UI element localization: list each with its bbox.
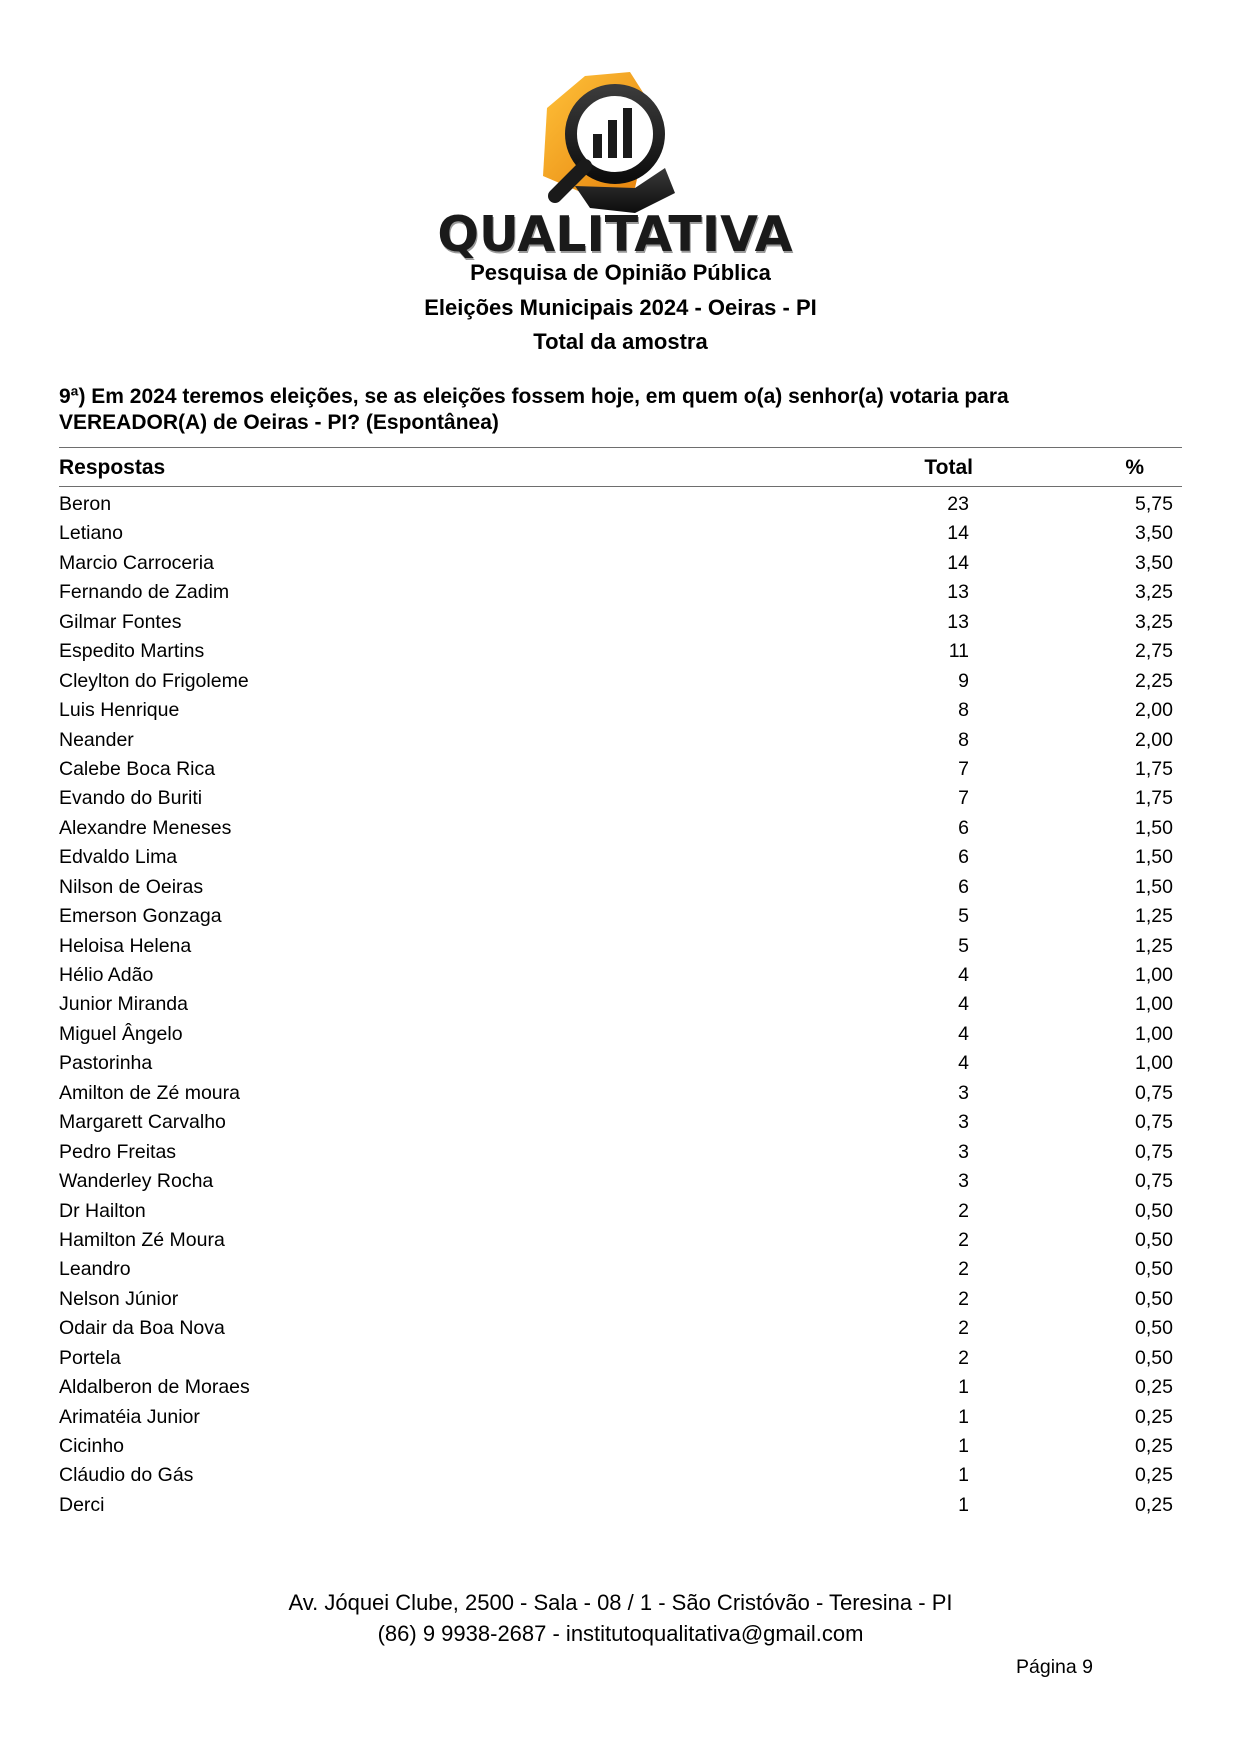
vote-percent: 0,75: [1135, 1081, 1173, 1104]
vote-total: 2: [958, 1317, 969, 1340]
vote-total: 2: [958, 1346, 969, 1369]
footer-contact: (86) 9 9938-2687 - institutoqualitativa@gmail.com: [377, 1621, 864, 1646]
vote-percent: 0,25: [1135, 1405, 1173, 1428]
candidate-name: Espedito Martins: [59, 640, 205, 663]
candidate-name: Fernando de Zadim: [59, 581, 230, 604]
vote-percent: 0,25: [1135, 1376, 1173, 1399]
vote-percent: 2,00: [1135, 699, 1173, 722]
vote-percent: 1,00: [1135, 993, 1173, 1016]
table-row: [59, 961, 1182, 990]
vote-total: 2: [958, 1258, 969, 1281]
question-line-1: 9ª) Em 2024 teremos eleições, se as eleições fossem hoje, em quem o(a) senhor(a) votaria para: [59, 385, 1009, 408]
vote-percent: 0,50: [1135, 1228, 1173, 1251]
vote-total: 23: [947, 493, 969, 515]
vote-total: 1: [958, 1493, 969, 1516]
vote-percent: 0,50: [1135, 1199, 1173, 1222]
vote-total: 2: [958, 1287, 969, 1310]
table-row: [59, 1314, 1182, 1343]
candidate-name: Nelson Júnior: [59, 1287, 179, 1310]
candidate-name: Odair da Boa Nova: [59, 1317, 225, 1340]
table-row: [59, 932, 1182, 961]
candidate-name: Cláudio do Gás: [59, 1464, 194, 1487]
candidate-name: Aldalberon de Moraes: [59, 1376, 250, 1399]
vote-total: 4: [958, 1022, 969, 1045]
vote-total: 1: [958, 1405, 969, 1428]
vote-percent: 1,00: [1135, 1022, 1173, 1045]
question-text: [59, 384, 1179, 436]
vote-percent: 1,25: [1135, 934, 1173, 957]
vote-percent: 0,50: [1135, 1258, 1173, 1281]
page-number: Página 9: [1016, 1656, 1093, 1678]
table-body: [59, 487, 1182, 1520]
report-title: Pesquisa de Opinião Pública: [470, 260, 771, 285]
vote-percent: 0,75: [1135, 1140, 1173, 1163]
table-row: [59, 1285, 1182, 1314]
vote-percent: 0,75: [1135, 1111, 1173, 1134]
vote-total: 5: [958, 934, 969, 957]
vote-percent: 2,25: [1135, 669, 1173, 692]
table-row: [59, 1108, 1182, 1137]
table-row: [59, 1167, 1182, 1196]
vote-total: 13: [947, 610, 969, 633]
vote-percent: 0,50: [1135, 1346, 1173, 1369]
table-row: [59, 1079, 1182, 1108]
table-row: [59, 1461, 1182, 1490]
candidate-name: Beron: [59, 493, 112, 515]
candidate-name: Pastorinha: [59, 1052, 153, 1075]
table-row: [59, 608, 1182, 637]
table-row: [59, 1197, 1182, 1226]
header-percent: %: [1125, 456, 1144, 479]
vote-percent: 0,25: [1135, 1435, 1173, 1457]
vote-percent: 2,75: [1135, 640, 1173, 663]
candidate-name: Hélio Adão: [59, 964, 154, 986]
report-subtitle: Eleições Municipais 2024 - Oeiras - PI: [424, 295, 817, 320]
table-row: [59, 637, 1182, 666]
vote-total: 7: [958, 787, 969, 810]
table-row: [59, 1049, 1182, 1078]
vote-total: 7: [958, 757, 969, 780]
vote-total: 6: [958, 816, 969, 839]
vote-total: 11: [948, 640, 969, 663]
vote-total: 9: [958, 669, 969, 692]
vote-percent: 1,75: [1135, 787, 1173, 810]
candidate-name: Emerson Gonzaga: [59, 905, 222, 928]
vote-total: 3: [958, 1170, 969, 1193]
candidate-name: Amilton de Zé moura: [59, 1081, 240, 1104]
vote-total: 3: [958, 1140, 969, 1163]
candidate-name: Arimatéia Junior: [59, 1405, 200, 1428]
vote-total: 5: [958, 905, 969, 928]
candidate-name: Evando do Buriti: [59, 787, 203, 810]
table-row: [59, 1491, 1182, 1520]
table-row: [59, 1373, 1182, 1402]
vote-total: 6: [958, 846, 969, 869]
vote-percent: 1,50: [1135, 846, 1173, 869]
vote-percent: 1,50: [1135, 875, 1173, 898]
results-table: [59, 447, 1182, 1520]
candidate-name: Cicinho: [59, 1435, 125, 1457]
candidate-name: Junior Miranda: [59, 993, 188, 1016]
table-row: [59, 784, 1182, 813]
table-row: [59, 814, 1182, 843]
header-total: Total: [924, 456, 973, 479]
vote-total: 13: [947, 581, 969, 604]
candidate-name: Leandro: [59, 1258, 131, 1281]
vote-percent: 2,00: [1135, 728, 1173, 751]
table-row: [59, 1138, 1182, 1167]
table-row: [59, 1226, 1182, 1255]
table-row: [59, 873, 1182, 902]
table-row: [59, 1255, 1182, 1284]
candidate-name: Gilmar Fontes: [59, 610, 182, 633]
table-row: [59, 490, 1182, 519]
table-row: [59, 1344, 1182, 1373]
candidate-name: Edvaldo Lima: [59, 846, 178, 869]
candidate-name: Calebe Boca Rica: [59, 757, 216, 780]
table-row: [59, 1020, 1182, 1049]
question-line-2: VEREADOR(A) de Oeiras - PI? (Espontânea): [59, 411, 499, 434]
vote-total: 14: [947, 522, 969, 545]
candidate-name: Luis Henrique: [59, 699, 180, 722]
table-row: [59, 902, 1182, 931]
vote-percent: 3,25: [1135, 610, 1173, 633]
vote-total: 4: [958, 1052, 969, 1075]
header-respostas: Respostas: [59, 456, 166, 479]
table-row: [59, 667, 1182, 696]
vote-total: 6: [958, 875, 969, 898]
candidate-name: Nilson de Oeiras: [59, 875, 204, 898]
candidate-name: Marcio Carroceria: [59, 551, 214, 574]
candidate-name: Alexandre Meneses: [59, 816, 232, 839]
table-row: [59, 578, 1182, 607]
chart-magnifier-logo-icon: [425, 68, 805, 218]
table-row: [59, 990, 1182, 1019]
vote-percent: 0,75: [1135, 1170, 1173, 1193]
candidate-name: Miguel Ângelo: [59, 1022, 183, 1045]
vote-percent: 1,50: [1135, 816, 1173, 839]
vote-total: 2: [958, 1199, 969, 1222]
table-row: [59, 519, 1182, 548]
vote-percent: 1,25: [1135, 905, 1173, 928]
table-row: [59, 843, 1182, 872]
vote-total: 14: [947, 551, 969, 574]
vote-total: 1: [958, 1464, 969, 1487]
vote-percent: 5,75: [1135, 493, 1173, 515]
table-row: [59, 726, 1182, 755]
candidate-name: Letiano: [59, 522, 123, 545]
candidate-name: Portela: [59, 1346, 121, 1369]
table-header: [59, 447, 1182, 487]
candidate-name: Heloisa Helena: [59, 934, 192, 957]
candidate-name: Neander: [59, 728, 134, 751]
vote-total: 2: [958, 1228, 969, 1251]
vote-percent: 0,50: [1135, 1287, 1173, 1310]
vote-total: 8: [958, 699, 969, 722]
vote-percent: 3,25: [1135, 581, 1173, 604]
vote-total: 4: [958, 964, 969, 986]
table-row: [59, 696, 1182, 725]
vote-percent: 0,25: [1135, 1493, 1173, 1516]
vote-percent: 0,50: [1135, 1317, 1173, 1340]
candidate-name: Hamilton Zé Moura: [59, 1228, 225, 1251]
vote-percent: 1,00: [1135, 1052, 1173, 1075]
brand-name: QUALITATIVA: [437, 206, 793, 263]
vote-total: 3: [958, 1081, 969, 1104]
table-row: [59, 1403, 1182, 1432]
table-row: [59, 549, 1182, 578]
vote-total: 1: [958, 1376, 969, 1399]
vote-percent: 1,75: [1135, 757, 1173, 780]
table-row: [59, 755, 1182, 784]
vote-total: 4: [958, 993, 969, 1016]
table-row: [59, 1432, 1182, 1461]
sample-label: Total da amostra: [533, 329, 708, 354]
candidate-name: Pedro Freitas: [59, 1140, 177, 1163]
vote-percent: 3,50: [1135, 551, 1173, 574]
candidate-name: Wanderley Rocha: [59, 1170, 214, 1193]
vote-percent: 3,50: [1135, 522, 1173, 545]
candidate-name: Derci: [59, 1493, 105, 1516]
footer-address: Av. Jóquei Clube, 2500 - Sala - 08 / 1 - São Cristóvão - Teresina - PI: [288, 1590, 953, 1615]
candidate-name: Margarett Carvalho: [59, 1111, 226, 1134]
candidate-name: Dr Hailton: [59, 1199, 146, 1222]
candidate-name: Cleylton do Frigoleme: [59, 669, 249, 692]
vote-percent: 1,00: [1135, 964, 1173, 986]
vote-percent: 0,25: [1135, 1464, 1173, 1487]
vote-total: 8: [958, 728, 969, 751]
vote-total: 1: [958, 1435, 969, 1457]
vote-total: 3: [958, 1111, 969, 1134]
